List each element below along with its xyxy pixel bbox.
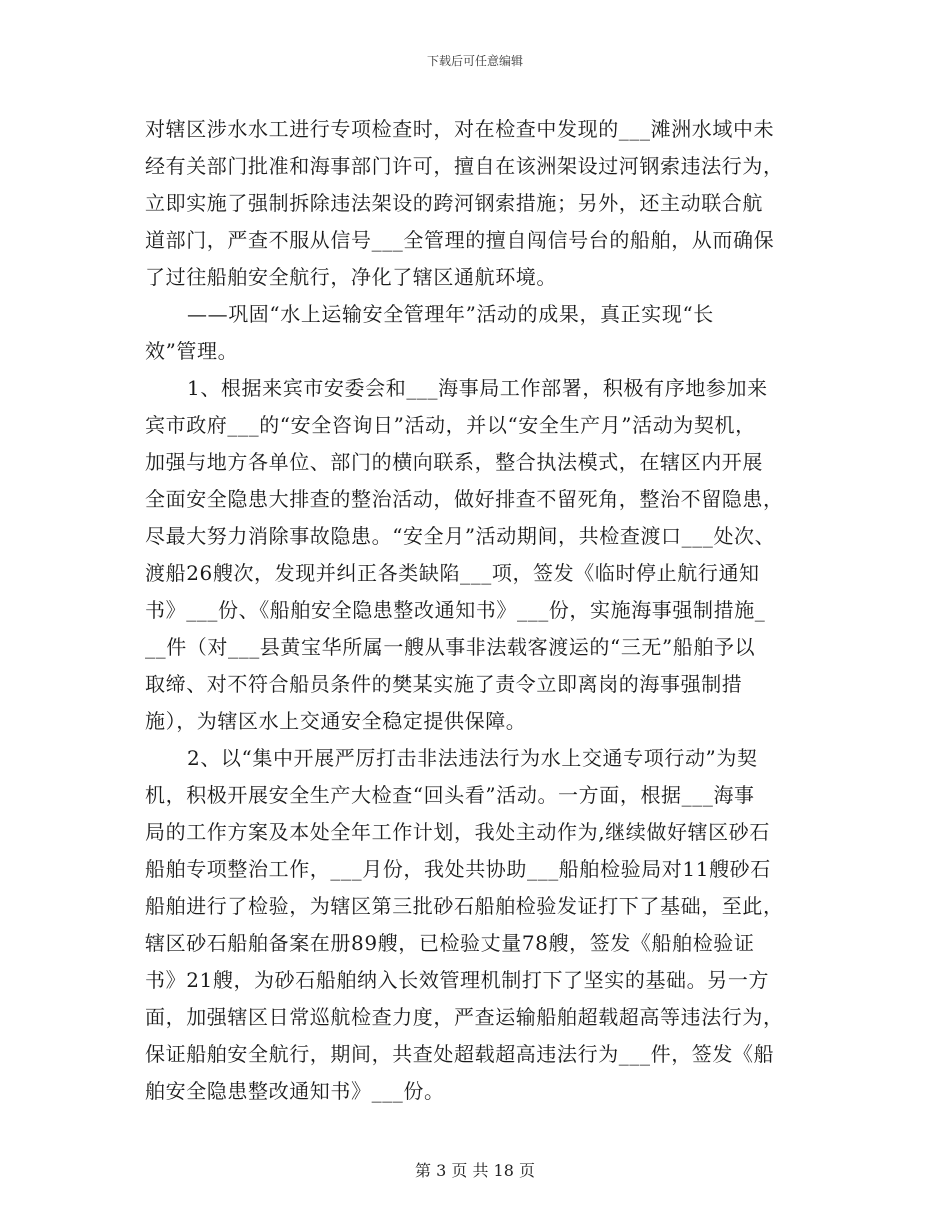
text-line: 船舶专项整治工作，___月份，我处共协助___船舶检验局对11艘砂石 bbox=[145, 857, 771, 881]
text-line: 全面安全隐患大排查的整治活动，做好排查不留死角，整治不留隐患， bbox=[145, 487, 784, 511]
text-line: 效”管理。 bbox=[145, 339, 239, 363]
paragraph-first-line: 1、根据来宾市安委会和___海事局工作部署，积极有序地参加来 bbox=[187, 376, 768, 400]
text-line: 渡船26艘次，发现并纠正各类缺陷___项，签发《临时停止航行通知 bbox=[145, 561, 760, 585]
text-line: 对辖区涉水水工进行专项检查时，对在检查中发现的___滩洲水域中未 bbox=[145, 117, 775, 141]
document-body bbox=[145, 114, 815, 1113]
text-line: 面，加强辖区日常巡航检查力度，严查运输船舶超载超高等违法行为， bbox=[145, 1005, 784, 1029]
text-line: 局的工作方案及本处全年工作计划，我处主动作为,继续做好辖区砂石 bbox=[145, 820, 770, 844]
text-line: 道部门，严查不服从信号___全管理的擅自闯信号台的船舶，从而确保 bbox=[145, 228, 775, 252]
text-line: 经有关部门批准和海事部门许可，擅自在该洲架设过河钢索违法行为， bbox=[145, 154, 784, 178]
text-line: __件（对___县黄宝华所属一艘从事非法载客渡运的“三无”船舶予以 bbox=[145, 635, 756, 659]
text-line: 辖区砂石船舶备案在册89艘，已检验丈量78艘，签发《船舶检验证 bbox=[145, 931, 755, 955]
paragraph-first-line: 2、以“集中开展严厉打击非法违法行为水上交通专项行动”为契 bbox=[187, 746, 758, 770]
text-line: 船舶进行了检验，为辖区第三批砂石船舶检验发证打下了基础，至此， bbox=[145, 894, 784, 918]
text-line: 书》21艘，为砂石船舶纳入长效管理机制打下了坚实的基础。另一方 bbox=[145, 968, 770, 992]
text-line: 机，积极开展安全生产大检查“回头看”活动。一方面，根据___海事 bbox=[145, 783, 755, 807]
text-line: 保证船舶安全航行，期间，共查处超载超高违法行为___件，签发《船 bbox=[145, 1042, 775, 1066]
text-line: 舶安全隐患整改通知书》___份。 bbox=[145, 1079, 445, 1103]
text-line: 取缔、对不符合船员条件的樊某实施了责令立即离岗的海事强制措 bbox=[145, 672, 743, 696]
page-header: 下载后可任意编辑 bbox=[426, 54, 523, 68]
page-footer: 第 3 页 共 18 页 bbox=[415, 1161, 535, 1180]
text-line: 施），为辖区水上交通安全稳定提供保障。 bbox=[145, 709, 527, 733]
text-line: 加强与地方各单位、部门的横向联系，整合执法模式，在辖区内开展 bbox=[145, 450, 763, 474]
text-line: 书》___份、《船舶安全隐患整改通知书》___份，实施海事强制措施_ bbox=[145, 598, 766, 622]
text-line: 立即实施了强制拆除违法架设的跨河钢索措施；另外，还主动联合航 bbox=[145, 191, 763, 215]
text-line: 宾市政府___的“安全咨询日”活动，并以“安全生产月”活动为契机， bbox=[145, 413, 756, 437]
text-line: 尽最大努力消除事故隐患。“安全月”活动期间，共检查渡口___处次、 bbox=[145, 524, 776, 548]
section-heading-line: ——巩固“水上运输安全管理年”活动的成果，真正实现“长 bbox=[187, 302, 714, 326]
text-line: 了过往船舶安全航行，净化了辖区通航环境。 bbox=[145, 265, 557, 289]
